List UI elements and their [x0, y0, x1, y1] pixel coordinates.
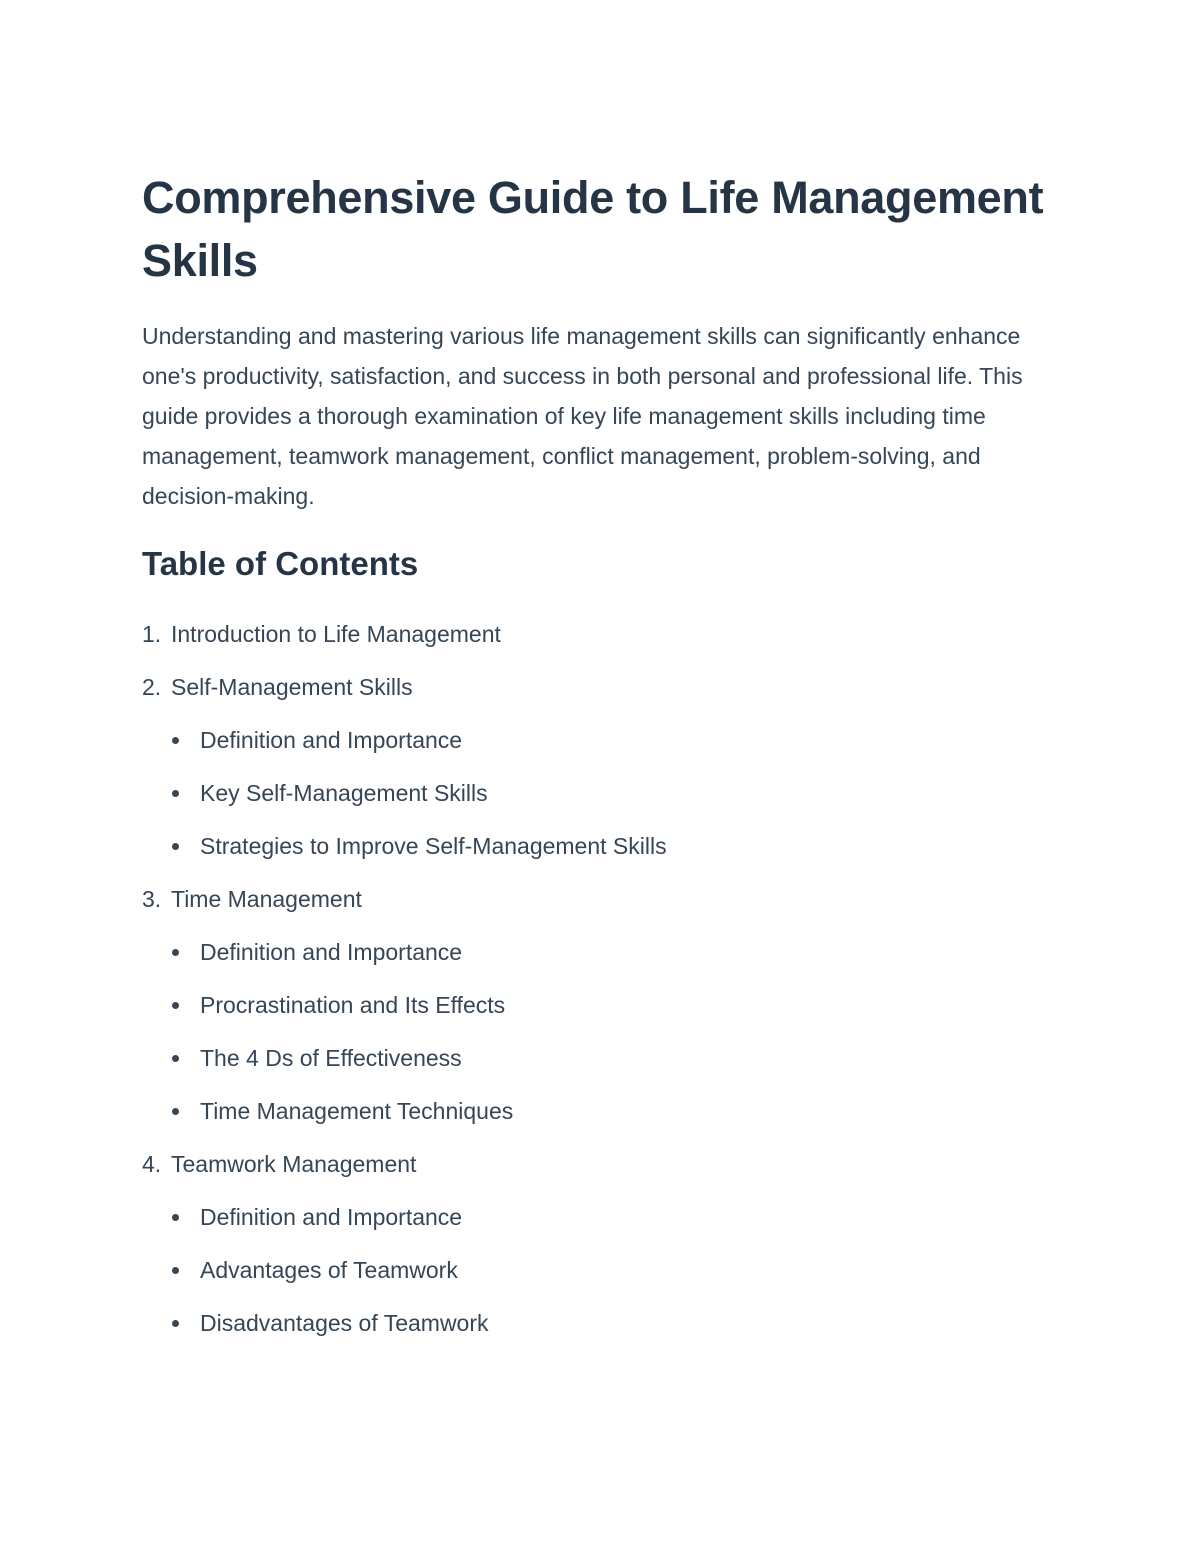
toc-subitem: [142, 1305, 1062, 1341]
toc-item: [142, 616, 1062, 652]
toc-subitem-label: Definition and Importance: [200, 1204, 463, 1230]
toc-subitem: [142, 1199, 1062, 1235]
toc-item-label: Self-Management Skills: [171, 674, 413, 700]
toc-subitem: [142, 1093, 1062, 1129]
toc-subitem: [142, 987, 1062, 1023]
toc-item-label: Introduction to Life Management: [171, 621, 501, 647]
toc-subitem-label: Strategies to Improve Self-Management Skills: [200, 833, 667, 859]
toc-subitem-label: Definition and Importance: [200, 939, 463, 965]
toc-subitem: [142, 1040, 1062, 1076]
table-of-contents: [142, 616, 1062, 1341]
toc-subitem-label: Time Management Techniques: [200, 1098, 514, 1124]
toc-item-number: 3.: [142, 886, 162, 912]
bullet-icon: [172, 1320, 179, 1327]
bullet-icon: [172, 1214, 179, 1221]
toc-subitem-label: Disadvantages of Teamwork: [200, 1310, 489, 1336]
toc-subitem: [142, 1252, 1062, 1288]
toc-item: [142, 1146, 1062, 1182]
toc-item: [142, 669, 1062, 705]
bullet-icon: [172, 790, 179, 797]
toc-subitem: [142, 775, 1062, 811]
document-page: [142, 166, 1062, 1358]
toc-subitem-label: Definition and Importance: [200, 727, 463, 753]
bullet-icon: [172, 1002, 179, 1009]
toc-subitem-label: The 4 Ds of Effectiveness: [200, 1045, 462, 1071]
bullet-icon: [172, 843, 179, 850]
toc-subitem: [142, 828, 1062, 864]
toc-subitem: [142, 934, 1062, 970]
bullet-icon: [172, 1055, 179, 1062]
bullet-icon: [172, 949, 179, 956]
toc-item-number: 2.: [142, 674, 162, 700]
bullet-icon: [172, 1108, 179, 1115]
toc-item-number: 1.: [142, 621, 162, 647]
toc-heading: Table of Contents: [142, 545, 419, 582]
toc-item-label: Teamwork Management: [171, 1151, 417, 1177]
toc-subitem: [142, 722, 1062, 758]
toc-subitem-label: Advantages of Teamwork: [200, 1257, 458, 1283]
toc-item-number: 4.: [142, 1151, 162, 1177]
toc-subitem-label: Procrastination and Its Effects: [200, 992, 506, 1018]
document-title: Comprehensive Guide to Life Management Skills: [142, 172, 1044, 286]
intro-paragraph: Understanding and mastering various life management skills can significantly enhance one's productivity, satisfaction, and success in both personal and professional life. This guide provides a thorough examination of key life management skills including time management, teamwork management, conflict management, problem-solving, and decision-making.: [142, 323, 1023, 509]
toc-item: [142, 881, 1062, 917]
toc-item-label: Time Management: [171, 886, 362, 912]
toc-subitem-label: Key Self-Management Skills: [200, 780, 488, 806]
bullet-icon: [172, 1267, 179, 1274]
bullet-icon: [172, 737, 179, 744]
